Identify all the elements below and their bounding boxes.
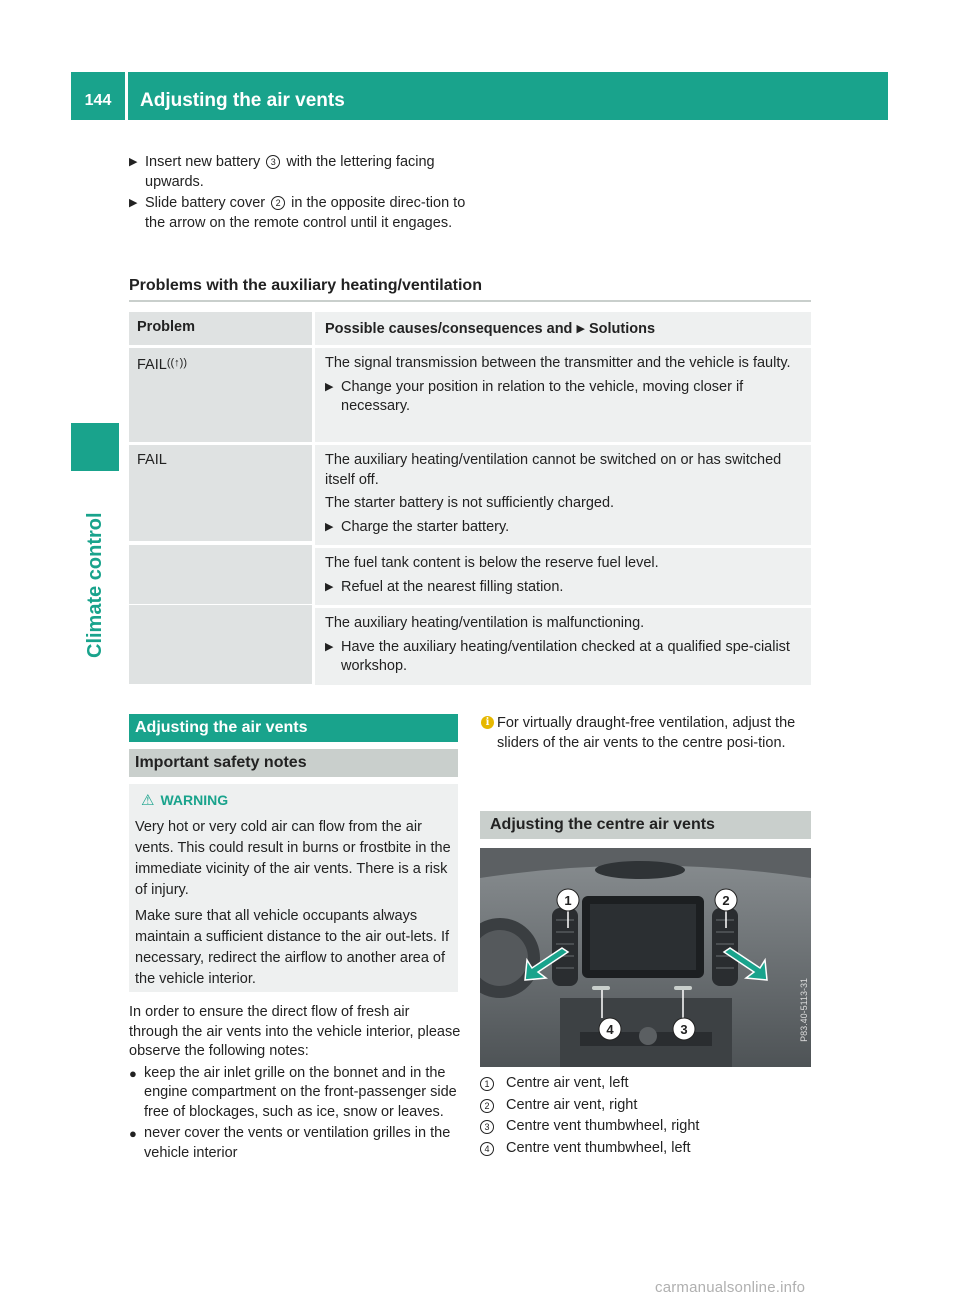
photo-legend <box>480 1074 811 1160</box>
bullet-icon: ● <box>129 1065 137 1081</box>
warning-triangle-icon: ⚠ <box>141 792 155 809</box>
problems-heading: Problems with the auxiliary heating/ventilation <box>129 277 482 294</box>
photo-code: P83.40-5113-31 <box>799 978 809 1042</box>
warning-text: Very hot or very cold air can flow from the air vents. This could result in burns or frostbite in the immediate vicinity of the air vents. There is a risk of injury. <box>135 819 451 898</box>
step-arrow-icon: ▶ <box>325 520 334 533</box>
step-arrow-icon: ▶ <box>325 640 334 653</box>
problem-cell-continued <box>129 545 312 604</box>
svg-text:3: 3 <box>680 1022 688 1037</box>
step-arrow-icon: ▶ <box>325 580 334 593</box>
list-item: 3 Centre vent thumbwheel, right <box>480 1117 811 1137</box>
problem-cell: FAIL((↑)) <box>129 348 312 442</box>
cause-cell: The auxiliary heating/ventilation cannot be switched on or has switched itself off. The starter battery is not sufficiently charged. ▶ Charge the starter battery. <box>315 445 811 545</box>
table-row <box>129 605 811 685</box>
info-icon: i <box>481 716 494 729</box>
section-title-air-vents: Adjusting the air vents <box>129 714 458 742</box>
table-row <box>129 348 811 442</box>
list-item: ● never cover the vents or ventilation grilles in the vehicle interior <box>129 1125 451 1161</box>
warning-box <box>129 784 458 992</box>
heading-divider <box>129 300 811 302</box>
safety-notes-title: Important safety notes <box>129 749 458 777</box>
step-insert-battery: ▶ Insert new battery 3 with the lettering facing upwards. <box>129 154 435 190</box>
svg-text:2: 2 <box>722 893 730 908</box>
page-number: 144 <box>71 72 125 120</box>
list-item: 1 Centre air vent, left <box>480 1074 811 1094</box>
svg-text:4: 4 <box>606 1022 614 1037</box>
watermark: carmanualsonline.info <box>655 1279 806 1296</box>
cause-cell: The signal transmission between the transmitter and the vehicle is faulty. ▶ Change your position in relation to the vehicle, moving closer if necessary. <box>315 348 811 442</box>
table-header <box>129 312 811 345</box>
problem-cell-continued <box>129 605 312 684</box>
table-row <box>129 445 811 545</box>
centre-vents-title: Adjusting the centre air vents <box>480 811 811 839</box>
page-title: Adjusting the air vents <box>128 72 888 120</box>
bullet-icon: ● <box>129 1126 137 1141</box>
centre-vents-photo <box>480 848 811 1067</box>
signal-antenna-icon: ((↑)) <box>166 357 187 369</box>
number-4-icon: 4 <box>480 1142 494 1156</box>
number-2-icon: 2 <box>480 1099 494 1113</box>
cause-cell: The fuel tank content is below the reserve fuel level. ▶ Refuel at the nearest filling station. <box>315 548 811 605</box>
battery-steps <box>129 153 469 235</box>
list-item: 2 Centre air vent, right <box>480 1096 811 1116</box>
number-3-icon: 3 <box>480 1120 494 1134</box>
list-item: ● keep the air inlet grille on the bonnet and in the engine compartment on the front-passenger side free of blockages, such as ice, snow or leaves. <box>129 1064 457 1120</box>
vent-intro: In order to ensure the direct flow of fresh air through the air vents into the vehicle interior, please observe the following notes: <box>129 1004 461 1059</box>
table-row <box>129 545 811 605</box>
number-2-icon: 2 <box>271 196 285 210</box>
problem-cell: FAIL <box>129 445 312 541</box>
list-item: 4 Centre vent thumbwheel, left <box>480 1139 811 1159</box>
step-arrow-icon: ▶ <box>129 197 138 209</box>
side-tab-label: Climate control <box>84 512 106 658</box>
step-slide-cover: ▶ Slide battery cover 2 in the opposite direc-tion to the arrow on the remote control until it engages. <box>129 195 466 231</box>
warning-text: Make sure that all vehicle occupants always maintain a sufficient distance to the air out-lets. If necessary, redirect the airflow to another area of the vehicle interior. <box>135 908 450 987</box>
problems-table <box>129 312 811 685</box>
solution-arrow-icon: ▶ <box>576 323 585 335</box>
header-causes: Possible causes/consequences and ▶ Solutions <box>315 312 811 345</box>
cause-cell: The auxiliary heating/ventilation is malfunctioning. ▶ Have the auxiliary heating/ventilation checked at a qualified spe-cialist workshop. <box>315 608 811 685</box>
header-problem: Problem <box>129 312 312 345</box>
svg-text:1: 1 <box>564 893 572 908</box>
step-arrow-icon: ▶ <box>129 156 138 168</box>
warning-heading: ⚠ WARNING <box>141 792 229 809</box>
number-1-icon: 1 <box>480 1077 494 1091</box>
vent-notes <box>129 1003 461 1163</box>
side-tab-marker <box>71 423 119 471</box>
dashboard-illustration <box>480 848 811 1067</box>
number-3-icon: 3 <box>266 155 280 169</box>
step-arrow-icon: ▶ <box>325 380 334 393</box>
info-note: i For virtually draught-free ventilation, adjust the sliders of the air vents to the centre posi-tion. <box>481 714 813 753</box>
